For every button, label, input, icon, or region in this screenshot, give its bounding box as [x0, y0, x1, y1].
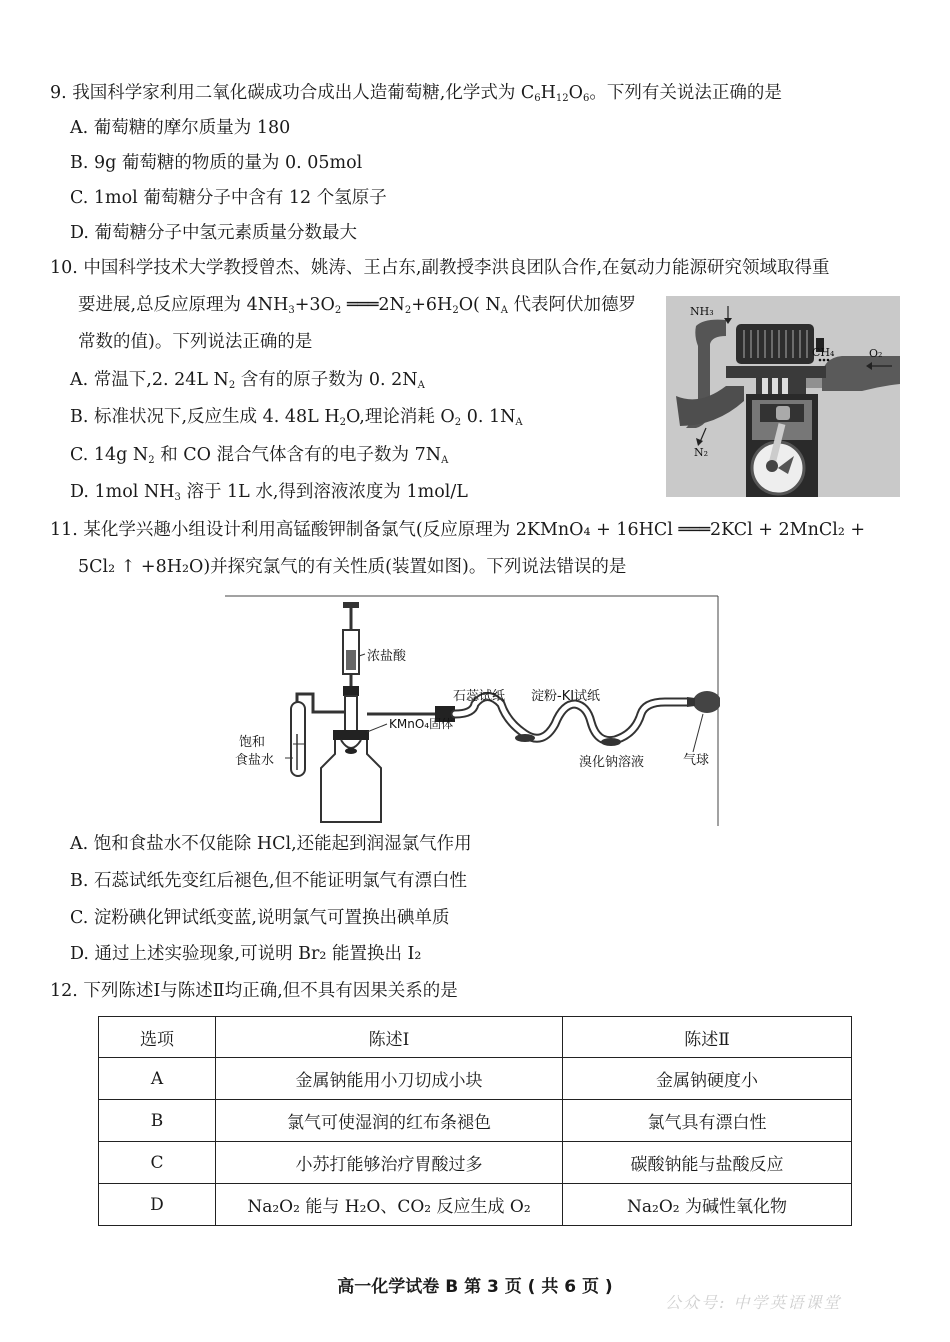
q11-option-a: A. 饱和食盐水不仅能除 HCl,还能起到润湿氯气作用 — [70, 834, 472, 854]
q10-option-c: C. 14g $N_2$ 和 CO 混合气体含有的电子数为 $7N_A$ — [70, 445, 449, 466]
label-saturated: 饱和 — [239, 735, 266, 750]
q9-option-d: D. 葡萄糖分子中氢元素质量分数最大 — [70, 223, 358, 243]
row-statement-1: 氯气可使湿润的红布条褪色 — [216, 1100, 563, 1142]
table-row — [99, 1184, 852, 1226]
q11-option-c: C. 淀粉碘化钾试纸变蓝,说明氯气可置换出碘单质 — [70, 908, 450, 928]
row-statement-1: Na₂O₂ 能与 H₂O、CO₂ 反应生成 O₂ — [216, 1184, 563, 1226]
label-balloon: 气球 — [683, 753, 710, 768]
q9-stem: 9. 我国科学家利用二氧化碳成功合成出人造葡萄糖,化学式为 $C_6H_{12}O_6$。下列有关说法正确的是 — [50, 83, 782, 104]
row-statement-2: 金属钠硬度小 — [563, 1058, 852, 1100]
table-header-row — [99, 1017, 852, 1058]
q11-option-d: D. 通过上述实验现象,可说明 Br₂ 能置换出 I₂ — [70, 944, 422, 964]
q9-option-b: B. 9g 葡萄糖的物质的量为 0. 05mol — [70, 153, 363, 173]
row-statement-2: 碳酸钠能与盐酸反应 — [563, 1142, 852, 1184]
q12-table — [98, 1016, 852, 1226]
q11-stem-line2: 5Cl₂ ↑ +8H₂O)并探究氯气的有关性质(装置如图)。下列说法错误的是 — [78, 557, 627, 577]
label-conc-hcl: 浓盐酸 — [367, 649, 407, 664]
row-option: C — [99, 1142, 216, 1184]
watermark: 公众号: 中学英语课堂 — [665, 1293, 842, 1312]
label-o2: O₂ — [869, 347, 883, 360]
row-statement-2: Na₂O₂ 为碱性氧化物 — [563, 1184, 852, 1226]
row-option: B — [99, 1100, 216, 1142]
row-option: A — [99, 1058, 216, 1100]
label-litmus-paper: 石蕊试纸 — [453, 689, 506, 704]
q10-option-a: A. 常温下,2. 24L $N_2$ 含有的原子数为 0. $2N_A$ — [70, 370, 425, 391]
chlorine-apparatus-figure — [225, 594, 720, 826]
q11-stem-line1: 11. 某化学兴趣小组设计利用高锰酸钾制备氯气(反应原理为 2KMnO₄ + 16HCl ═══2KCl + 2MnCl₂ + — [50, 520, 866, 540]
q10-option-d: D. 1mol $NH_3$ 溶于 1L 水,得到溶液浓度为 1mol/L — [70, 482, 468, 503]
q10-option-b: B. 标准状况下,反应生成 4. 48L $H_2O$,理论消耗 $O_2$ 0. $1N_A$ — [70, 407, 523, 428]
q10-stem-line2: 要进展,总反应原理为 $4NH_3+3O_2$ $═══2N_2+6H_2O$( $N_A$ 代表阿伏加德罗 — [78, 295, 637, 316]
table-row — [99, 1100, 852, 1142]
page-footer: 高一化学试卷 B 第 3 页 ( 共 6 页 ) — [337, 1277, 613, 1297]
label-kmno4-solid: KMnO₄固体 — [389, 717, 454, 731]
q9-option-a: A. 葡萄糖的摩尔质量为 180 — [70, 118, 291, 138]
q9-option-c: C. 1mol 葡萄糖分子中含有 12 个氢原子 — [70, 188, 387, 208]
q10-stem-line1: 10. 中国科学技术大学教授曾杰、姚涛、王占东,副教授李洪良团队合作,在氨动力能源研究领域取得重 — [50, 258, 830, 278]
header-statement-1: 陈述Ⅰ — [216, 1017, 563, 1058]
table-row — [99, 1142, 852, 1184]
label-nh3: NH₃ — [690, 305, 714, 318]
header-statement-2: 陈述Ⅱ — [563, 1017, 852, 1058]
row-statement-1: 金属钠能用小刀切成小块 — [216, 1058, 563, 1100]
header-option: 选项 — [99, 1017, 216, 1058]
label-starch-ki-paper: 淀粉-KI试纸 — [531, 689, 601, 704]
q12-stem: 12. 下列陈述Ⅰ与陈述Ⅱ均正确,但不具有因果关系的是 — [50, 981, 458, 1001]
engine-illustration — [666, 296, 900, 497]
apparatus-illustration — [225, 594, 720, 826]
row-statement-1: 小苏打能够治疗胃酸过多 — [216, 1142, 563, 1184]
row-statement-2: 氯气具有漂白性 — [563, 1100, 852, 1142]
label-brine: 食盐水 — [235, 753, 275, 768]
table-row — [99, 1058, 852, 1100]
label-ch4: CH₄ — [812, 346, 835, 359]
q11-option-b: B. 石蕊试纸先变红后褪色,但不能证明氯气有漂白性 — [70, 871, 468, 891]
q10-stem-line3: 常数的值)。下列说法正确的是 — [78, 332, 313, 352]
row-option: D — [99, 1184, 216, 1226]
ammonia-engine-figure — [666, 296, 900, 497]
label-nabr-solution: 溴化钠溶液 — [579, 755, 645, 770]
label-n2: N₂ — [694, 446, 709, 459]
